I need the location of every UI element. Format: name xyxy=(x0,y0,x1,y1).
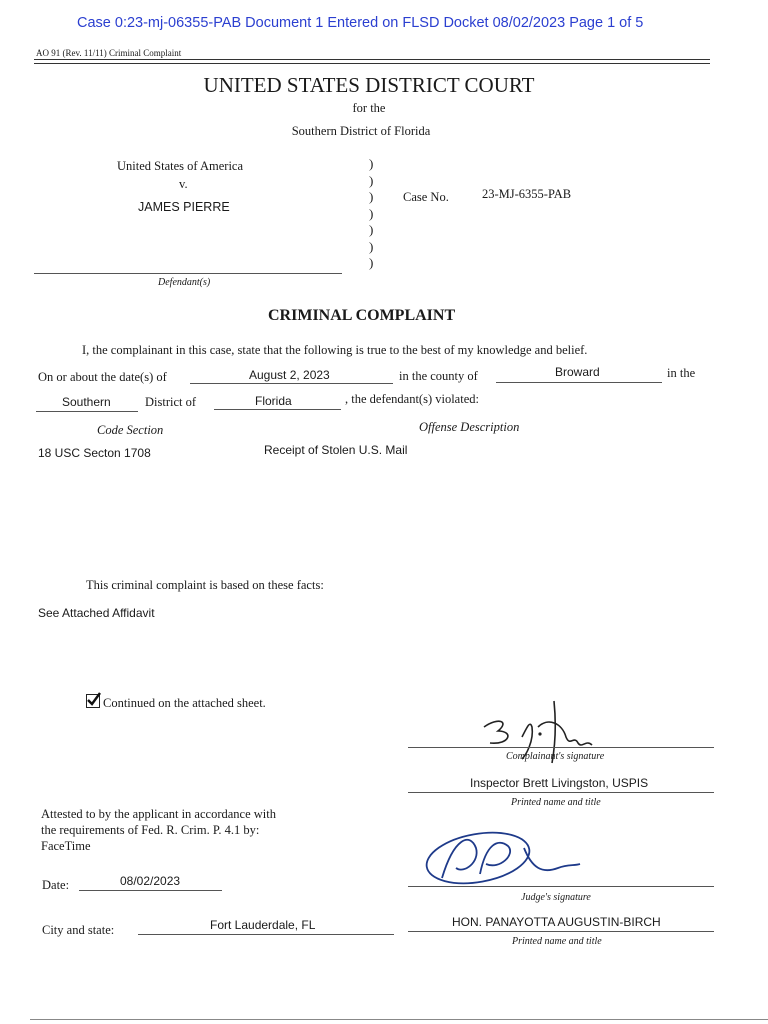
complaint-title: CRIMINAL COMPLAINT xyxy=(268,307,456,324)
state: Florida xyxy=(255,394,292,408)
docket-stamp: Case 0:23-mj-06355-PAB Document 1 Entered on FLSD Docket 08/02/2023 Page 1 of 5 xyxy=(77,15,644,31)
defendant-label: Defendant(s) xyxy=(158,277,211,288)
city-value: Fort Lauderdale, FL xyxy=(210,918,316,932)
county-prefix: in the county of xyxy=(399,369,478,383)
judge-name-rule xyxy=(408,931,714,932)
caption-parens: ) ) ) ) ) ) ) xyxy=(369,156,374,270)
judge-sig-rule xyxy=(408,886,714,887)
versus: v. xyxy=(179,177,188,191)
date-label: Date: xyxy=(42,878,70,892)
judge-sig-label: Judge's signature xyxy=(521,892,591,903)
form-id: AO 91 (Rev. 11/11) Criminal Complaint xyxy=(36,48,182,58)
district-value: Southern xyxy=(62,395,111,409)
checkmark-icon xyxy=(86,691,102,707)
defendant-rule xyxy=(34,273,342,274)
county-rule xyxy=(496,382,662,383)
facts-intro: This criminal complaint is based on these facts: xyxy=(86,578,324,592)
date-value: 08/02/2023 xyxy=(120,874,181,888)
complainant-printed-label: Printed name and title xyxy=(511,797,601,808)
offense-description: Receipt of Stolen U.S. Mail xyxy=(264,443,408,457)
case-no: 23-MJ-6355-PAB xyxy=(482,187,572,201)
judge-signature-icon xyxy=(420,828,590,888)
date-sig-rule xyxy=(79,890,222,891)
court-name: UNITED STATES DISTRICT COURT xyxy=(203,73,535,97)
complainant-sig-rule xyxy=(408,747,714,748)
city-rule xyxy=(138,934,394,935)
page-bottom-rule xyxy=(30,1019,768,1020)
code-section: 18 USC Secton 1708 xyxy=(38,446,151,460)
in-the: in the xyxy=(667,366,696,380)
case-no-label: Case No. xyxy=(403,190,449,204)
district-of: District of xyxy=(145,395,197,409)
offense-header: Offense Description xyxy=(419,420,520,434)
defendant-name: JAMES PIERRE xyxy=(138,200,230,214)
city-label: City and state: xyxy=(42,923,115,937)
county: Broward xyxy=(555,365,600,379)
plaintiff: United States of America xyxy=(117,159,244,173)
district-name: Southern District of Florida xyxy=(291,124,431,138)
complainant-name: Inspector Brett Livingston, USPIS xyxy=(470,776,649,790)
judge-name: HON. PANAYOTTA AUGUSTIN-BIRCH xyxy=(452,915,661,929)
date-rule xyxy=(190,383,393,384)
complainant-name-rule xyxy=(408,792,714,793)
for-the: for the xyxy=(352,101,386,115)
complainant-sig-label: Complainant's signature xyxy=(506,751,605,762)
continued-label: Continued on the attached sheet. xyxy=(103,696,266,710)
violated-text: , the defendant(s) violated: xyxy=(345,392,479,406)
code-section-header: Code Section xyxy=(97,423,164,437)
header-rule-top xyxy=(34,59,710,60)
facts: See Attached Affidavit xyxy=(38,606,155,620)
state-rule xyxy=(214,409,341,410)
district-rule xyxy=(36,411,138,412)
date-prefix: On or about the date(s) of xyxy=(38,370,167,384)
header-rule-bottom xyxy=(34,63,710,64)
attestation: Attested to by the applicant in accordance with the requirements of Fed. R. Crim. P. 4.1 by: FaceTime xyxy=(41,807,276,853)
offense-date: August 2, 2023 xyxy=(249,368,330,382)
judge-printed-label: Printed name and title xyxy=(512,936,602,947)
continued-checkbox[interactable] xyxy=(86,694,100,708)
complaint-intro: I, the complainant in this case, state that the following is true to the best of my knowledge and belief. xyxy=(82,343,588,357)
